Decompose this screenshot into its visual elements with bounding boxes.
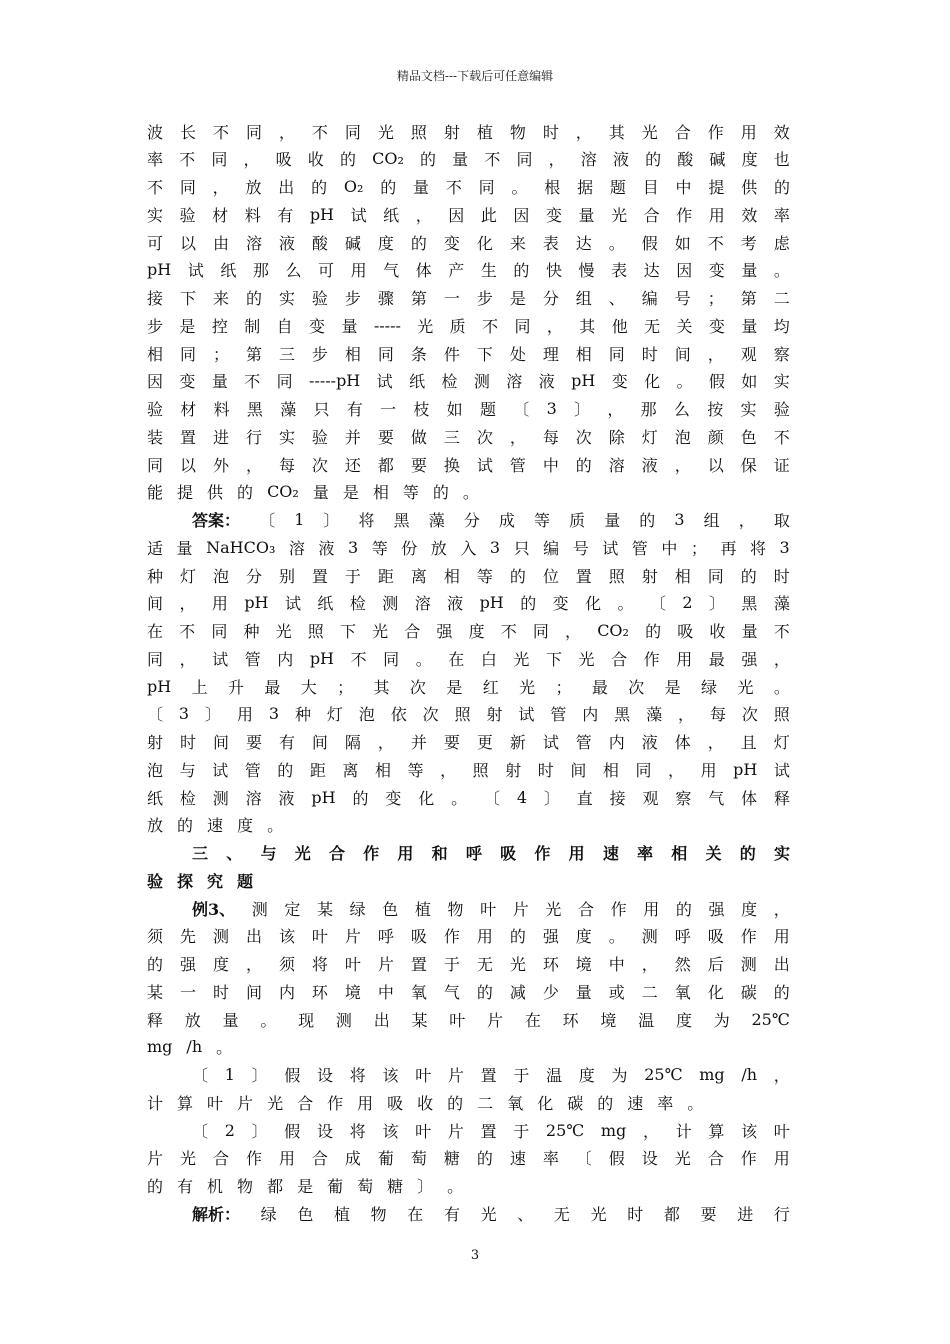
text-line: 须 先 测 出 该 叶 片 呼 吸 作 用 的 强 度 。 测 呼 吸 作 用 [147, 927, 790, 947]
text-line: 能 提 供 的 CO₂ 量 是 相 等 的 。 [147, 482, 479, 503]
text-line: 种 灯 泡 分 别 置 于 距 离 相 等 的 位 置 照 射 相 同 的 时 [147, 566, 790, 586]
text-line: 的 强 度 ， 须 将 叶 片 置 于 无 光 环 境 中 ， 然 后 测 出 [147, 955, 790, 974]
text-line: 〔 2 〕 假 设 将 该 叶 片 置 于 25℃ mg ， 计 算 该 叶 [192, 1120, 790, 1141]
text-line: 的 有 机 物 都 是 葡 萄 糖 〕 。 [147, 1177, 464, 1196]
text-line: 在 不 同 种 光 照 下 光 合 强 度 不 同 ， CO₂ 的 吸 收 量 不 [147, 621, 790, 641]
text-line: 实 验 材 料 有 pH 试 纸 ， 因 此 因 变 量 光 合 作 用 效 率 [147, 204, 790, 225]
text-line: 放 的 速 度 。 [147, 816, 284, 836]
text-line: 步 是 控 制 自 变 量 ----- 光 质 不 同 ， 其 他 无 关 变 量 均 [147, 315, 790, 336]
text-line: 间 ， 用 pH 试 纸 检 测 溶 液 pH 的 变 化 。 〔 2 〕 黑 藻 [147, 593, 790, 614]
text-line: 〔 1 〕 假 设 将 该 叶 片 置 于 温 度 为 25℃ mg /h ， [192, 1065, 790, 1085]
text-line: 因 变 量 不 同 -----pH 试 纸 检 测 溶 液 pH 变 化 。 假 如 实 [147, 371, 790, 392]
text-line: 例3、 测 定 某 绿 色 植 物 叶 片 光 合 作 用 的 强 度 ， [192, 897, 790, 919]
text-line: 验 探 究 题 [147, 871, 254, 891]
text-line: pH 试 纸 那 么 可 用 气 体 产 生 的 快 慢 表 达 因 变 量 。 [147, 260, 790, 281]
line-label: 解析： [192, 1204, 241, 1224]
text-line: 某 一 时 间 内 环 境 中 氧 气 的 减 少 量 或 二 氧 化 碳 的 [147, 982, 790, 1002]
text-line: 计 算 叶 片 光 合 作 用 吸 收 的 二 氧 化 碳 的 速 率 。 [147, 1093, 704, 1113]
text-line: 适 量 NaHCO₃ 溶 液 3 等 份 放 入 3 只 编 号 试 管 中 ； 再 将 3 [147, 537, 790, 558]
text-line: 接 下 来 的 实 验 步 骤 第 一 步 是 分 组 、 编 号 ； 第 二 [147, 289, 790, 308]
text-line: 同 以 外 ， 每 次 还 都 要 换 试 管 中 的 溶 液 ， 以 保 证 [147, 455, 790, 475]
text-line: 答案： 〔 1 〕 将 黑 藻 分 成 等 质 量 的 3 组 ， 取 [192, 510, 790, 530]
text-line: 同 ， 试 管 内 pH 不 同 。 在 白 光 下 光 合 作 用 最 强 ， [147, 648, 790, 669]
page-header: 精品文档---下载后可任意编辑 [396, 69, 554, 83]
text-line: 装 置 进 行 实 验 并 要 做 三 次 ， 每 次 除 灯 泡 颜 色 不 [147, 427, 790, 447]
text-line: 率 不 同 ， 吸 收 的 CO₂ 的 量 不 同 ， 溶 液 的 酸 碱 度 也 [147, 149, 790, 170]
page-number: 3 [470, 1248, 480, 1263]
text-line: 波 长 不 同 ， 不 同 光 照 射 植 物 时 ， 其 光 合 作 用 效 [147, 122, 790, 142]
text-line: 可 以 由 溶 液 酸 碱 度 的 变 化 来 表 达 。 假 如 不 考 虑 [147, 233, 790, 253]
text-line: 验 材 料 黑 藻 只 有 一 枝 如 题 〔 3 〕 ， 那 么 按 实 验 [147, 399, 790, 419]
text-line: 片 光 合 作 用 合 成 葡 萄 糖 的 速 率 〔 假 设 光 合 作 用 [147, 1149, 790, 1169]
text-line: mg /h 。 [147, 1037, 233, 1058]
text-line: 纸 检 测 溶 液 pH 的 变 化 。 〔 4 〕 直 接 观 察 气 体 释 [147, 787, 790, 808]
text-line: 〔 3 〕 用 3 种 灯 泡 依 次 照 射 试 管 内 黑 藻 ， 每 次 照 [147, 704, 790, 725]
text-line: 释 放 量 。 现 测 出 某 叶 片 在 环 境 温 度 为 25℃ [147, 1009, 790, 1030]
text-line: 解析： 绿 色 植 物 在 有 光 、 无 光 时 都 要 进 行 [192, 1202, 790, 1224]
text-line: pH 上 升 最 大 ； 其 次 是 红 光 ； 最 次 是 绿 光 。 [147, 676, 790, 697]
text-line: 射 时 间 要 有 间 隔 ， 并 要 更 新 试 管 内 液 体 ， 且 灯 [147, 733, 790, 752]
text-line: 泡 与 试 管 的 距 离 相 等 ， 照 射 时 间 相 同 ， 用 pH 试 [147, 759, 790, 780]
text-line: 三 、 与 光 合 作 用 和 呼 吸 作 用 速 率 相 关 的 实 [192, 844, 790, 863]
text-line: 不 同 ， 放 出 的 O₂ 的 量 不 同 。 根 据 题 目 中 提 供 的 [147, 177, 790, 197]
line-label: 答案： [192, 511, 241, 530]
text-line: 相 同 ； 第 三 步 相 同 条 件 下 处 理 相 同 时 间 ， 观 察 [147, 344, 790, 364]
line-label: 例3、 [192, 899, 236, 919]
